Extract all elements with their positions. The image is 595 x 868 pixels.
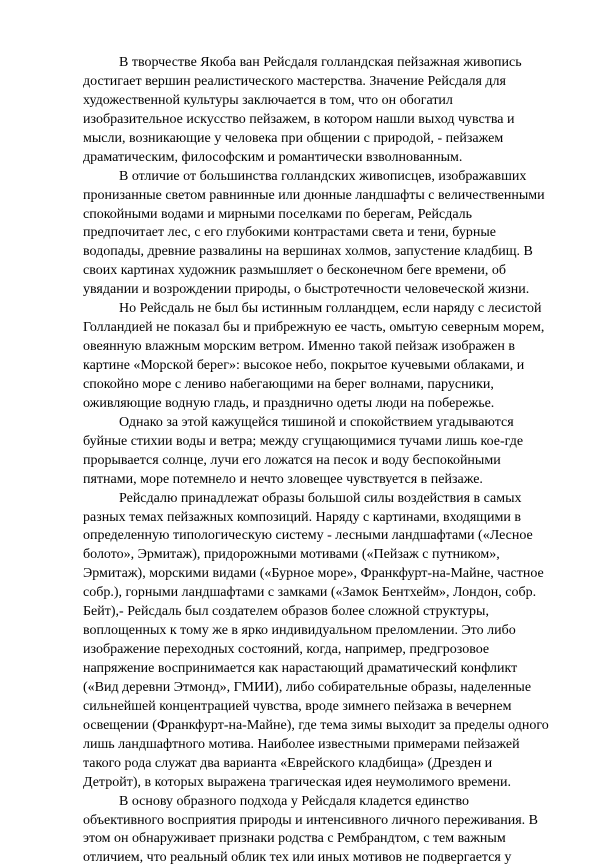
text-line: этом он обнаруживает признаки родства с Рембрандтом, с тем важным — [83, 831, 506, 847]
text-line: («Вид деревни Этмонд», ГМИИ), либо собирательные образы, наделенные — [83, 679, 532, 695]
text-line: Однако за этой кажущейся тишиной и спокойствием угадываются — [119, 414, 514, 430]
text-line: водопады, древние развалины на вершинах холмов, запустение кладбищ. В — [83, 244, 533, 260]
text-line: увядании и возрождении природы, о быстротечности человеческой жизни. — [83, 282, 530, 298]
text-line: достигает вершин реалистического мастерства. Значение Рейсдаля для — [83, 73, 506, 89]
text-line: пронизанные светом равнинные или дюнные ландшафты с величественными — [83, 187, 545, 203]
text-line: Детройт), в которых выражена трагическая идея неумолимого времени. — [83, 774, 512, 790]
paragraph — [83, 414, 524, 490]
text-line: пятнами, море потемнело и нечто зловещее чувствуется в пейзаже. — [83, 471, 483, 487]
text-line: изображение переходных состояний, когда, например, предгрозовое — [83, 642, 490, 658]
text-line: В основу образного подхода у Рейсдаля кладется единство — [119, 793, 470, 809]
text-line: изобразительное искусство пейзажем, в котором нашли выход чувства и — [83, 111, 515, 127]
text-line: художественной культуры заключается в том, что он обогатил — [83, 92, 453, 108]
text-line: В отличие от большинства голландских живописцев, изображавших — [119, 168, 527, 184]
text-line: прорывается солнце, лучи его ложатся на песок и воду беспокойными — [83, 452, 501, 468]
text-line: лишь ландшафтного мотива. Наиболее известными примерами пейзажей — [83, 736, 520, 752]
text-line: предпочитает лес, с его глубокими контрастами света и тени, бурные — [83, 225, 496, 241]
text-line: буйные стихии воды и ветра; между сгущающимися тучами лишь кое-где — [83, 433, 524, 449]
text-line: драматическим, философским и романтически взволнованным. — [83, 149, 463, 165]
text-line: своих картинах художник размышляет о бесконечном беге времени, об — [83, 263, 507, 279]
text-line: Бейт),- Рейсдаль был создателем образов более сложной структуры, — [83, 604, 489, 620]
text-line: Эрмитаж), морскими видами («Бурное море», Франкфурт-на-Майне, частное — [83, 566, 544, 582]
paragraph — [83, 793, 539, 868]
paragraph — [83, 168, 545, 301]
text-line: Рейсдалю принадлежат образы большой силы воздействия в самых — [119, 490, 522, 506]
text-line: мысли, возникающие у человека при общении с природой, - пейзажем — [83, 130, 504, 146]
text-line: оживляющие водную гладь, и празднично одеты люди на побережье. — [83, 395, 495, 411]
text-line: болото», Эрмитаж), придорожными мотивами («Пейзаж с путником», — [83, 547, 500, 563]
text-line: напряжение воспринимается как нарастающий драматический конфликт — [83, 661, 518, 676]
paragraph — [83, 490, 549, 793]
text-line: разных темах пейзажных композиций. Наряду с картинами, входящими в — [83, 509, 521, 525]
document-body — [83, 54, 549, 868]
paragraph — [83, 300, 545, 414]
text-line: картине «Морской берег»: высокое небо, покрытое кучевыми облаками, и — [83, 358, 525, 373]
paragraph — [83, 54, 522, 168]
text-line: овеянную влажным морским ветром. Именно такой пейзаж изображен в — [83, 339, 515, 355]
text-line: Но Рейсдаль не был бы истинным голландцем, если наряду с лесистой — [119, 301, 542, 317]
text-line: В творчестве Якоба ван Рейсдаля голландская пейзажная живопись — [119, 55, 522, 70]
text-line: такого рода служат два варианта «Еврейского кладбища» (Дрезден и — [83, 755, 493, 771]
text-line: спокойно море с лениво набегающими на берег волнами, парусники, — [83, 376, 494, 392]
text-line: спокойными водами и мирными поселками по берегам, Рейсдаль — [83, 206, 473, 222]
text-line: воплощенных к тому же в ярко индивидуальном преломлении. Это либо — [83, 623, 516, 639]
text-line: сильнейшей концентрацией чувства, вроде зимнего пейзажа в вечернем — [83, 698, 512, 714]
text-line: собр.), горными ландшафтами с замками («Замок Бентхейм», Лондон, собр. — [83, 585, 537, 601]
text-line: освещении (Франкфурт-на-Майне), где тема зимы выходит за пределы одного — [83, 717, 549, 733]
text-line: определенную типологическую систему - лесными ландшафтами («Лесное — [83, 528, 533, 544]
text-line: объективного восприятия природы и интенсивного личного переживания. В — [83, 812, 539, 828]
text-line: Голландией не показал бы и прибрежную ее часть, омытую северным морем, — [83, 320, 545, 336]
text-line: отличием, что реальный облик тех или иных мотивов не подвергается у — [83, 850, 512, 866]
